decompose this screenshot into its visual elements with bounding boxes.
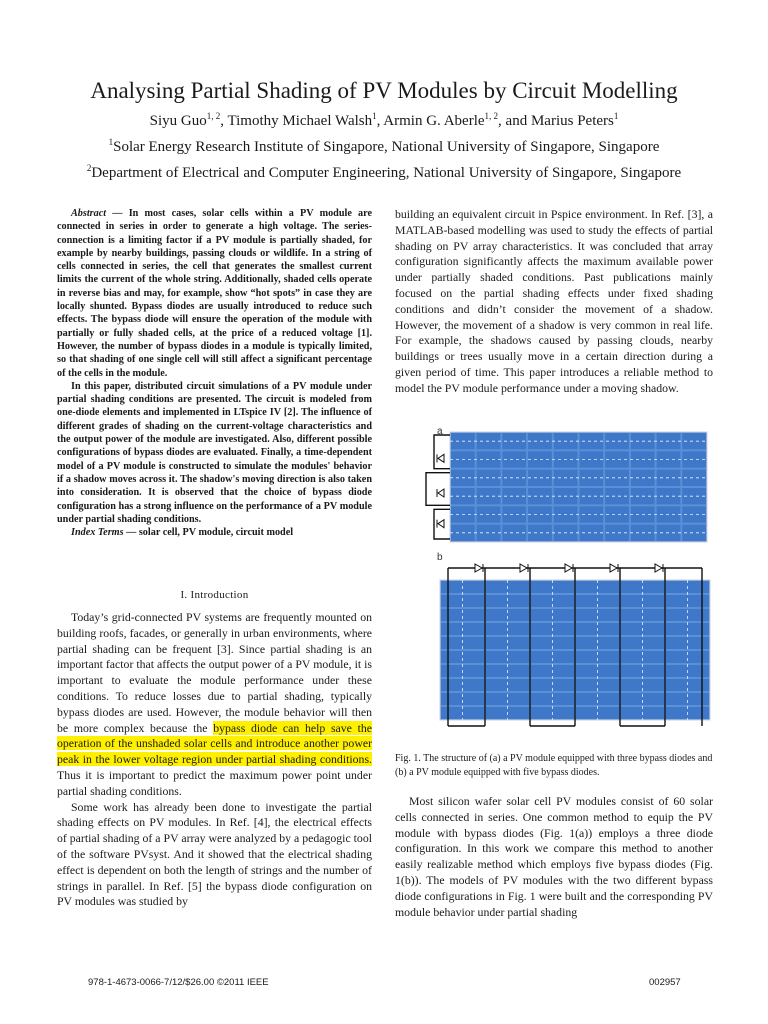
abstract-label: Abstract — [71, 208, 107, 219]
body-paragraph: building an equivalent circuit in Pspice environment. In Ref. [3], a MATLAB-based modelling was used to study the effects of partial shading on PV array characteristics. It was concluded that array configuration significantly affects the maximum available power under partially shaded conditions. Past publications mainly focused on the partial shading effects under fixed shading conditions and didn’t consider the movement of a shadow. However, the movement of a shadow is very common in real life. For example, the shadows caused by passing clouds, nearby buildings or trees usually move in a certain direction during a given period of time. This paper introduces a reliable method to model the PV module performance under a moving shadow. — [395, 207, 713, 395]
diode-symbol — [610, 564, 617, 572]
abstract-paragraph — [57, 207, 372, 380]
footer-page-number: 002957 — [649, 977, 681, 988]
author-name: Siyu Guo — [149, 113, 207, 129]
affiliation — [0, 163, 768, 182]
affiliation-marker: 2 — [86, 163, 92, 173]
figure-label-b: b — [437, 552, 443, 563]
diode-symbol — [655, 564, 662, 572]
paragraph-text: Today’s grid-connected PV systems are frequently mounted on building roofs, facades, or generally in urban environments, where partial shading can be frequent [3]. Since partial shading is an important factor that affects the output power of a PV module, it is important to evaluate the module performance under these conditions. To reduce losses due to partial shading, typically bypass diodes are used. However, the module behavior will then be more complex because the — [57, 610, 372, 735]
affiliation — [0, 137, 768, 156]
affiliation-text: Solar Energy Research Institute of Singapore, National University of Singapore, Singapore — [113, 139, 660, 155]
paragraph-text: Thus it is important to predict the maximum power point under partial shading conditions. — [57, 767, 372, 798]
author-affiliation-marker: 1, 2 — [206, 111, 221, 121]
body-paragraph — [57, 610, 372, 800]
footer-copyright: 978-1-4673-0066-7/12/$26.00 ©2011 IEEE — [88, 977, 269, 988]
index-terms-text: — solar cell, PV module, circuit model — [123, 527, 294, 539]
pv-module-figure — [395, 420, 720, 730]
author-separator: , — [376, 113, 384, 129]
abstract-paragraph: In this paper, distributed circuit simulations of a PV module under partial shading conditions are presented. The circuit is modeled from one-diode elements and implemented in LTspice IV [2]. The influence of different grades of shading on the current-voltage characteristics and the output power of the module are investigated. Also, different possible configurations of bypass diodes are evaluated. Finally, a time-dependent model of a PV module is constructed to simulate the modules' behavior if a shadow moves across it. The shadow's moving direction is also taken into consideration. It is observed that the choice of bypass diode configuration has a strong influence on the performance of a PV module under partial shading conditions. — [57, 380, 372, 525]
diode-symbol — [475, 564, 482, 572]
pv-module-five-diodes — [440, 564, 710, 726]
author-affiliation-marker: 1, 2 — [484, 111, 499, 121]
author-name: Armin G. Aberle — [383, 113, 485, 129]
body-paragraph: Some work has already been done to investigate the partial shading effects on PV modules. In Ref. [4], the electrical effects of partial shading of a PV array were analyzed by a pedagogic tool of the software PVsyst. And it showed that the electrical shading effect is dependent on both the length of strings and the number of strings in parallel. In Ref. [5] the bypass diode configuration on PV modules was studied by — [57, 799, 372, 909]
bypass-wiring — [426, 435, 450, 539]
diode-symbol — [438, 454, 444, 462]
index-terms — [57, 526, 372, 539]
figure-label-a: a — [437, 426, 443, 437]
highlighted-text: bypass diode can help save the operation of the unshaded solar cells and introduce another power peak in the lower voltage region under partial shading conditions. — [57, 720, 373, 767]
right-column-text — [395, 207, 713, 397]
author-list — [0, 111, 768, 130]
pv-module-three-diodes — [426, 432, 707, 542]
index-terms-label: Index Terms — [71, 527, 124, 539]
author-separator: , — [220, 113, 228, 129]
diode-symbol — [520, 564, 527, 572]
diode-symbol — [565, 564, 572, 572]
figure-caption: Fig. 1. The structure of (a) a PV module equipped with three bypass diodes and (b) a PV module equipped with five bypass diodes. — [395, 753, 713, 778]
paper-title: Analysing Partial Shading of PV Modules by Circuit Modelling — [90, 78, 678, 103]
diode-symbol — [438, 489, 444, 497]
body-paragraph: Most silicon wafer solar cell PV modules consist of 60 solar cells connected in series. One common method to equip the PV module with bypass diodes (Fig. 1(a)) employs a three diode configuration. In this work we compare this method to another easily realizable method which employs five bypass diodes (Fig. 1(b)). The models of PV modules with the two different bypass diode configurations in Fig. 1 were built and the corresponding PV module behavior under partial shading — [395, 794, 713, 919]
author-name: Timothy Michael Walsh — [227, 113, 373, 129]
author-affiliation-marker: 1 — [372, 111, 377, 121]
abstract-text: In most cases, solar cells within a PV module are connected in series in order to generate a high voltage. The series-connection is a limiting factor if a PV module is partially shaded, for example by nearby buildings, passing clouds or wildlife. In a string of cells connected in series, the cell that generates the smallest current limits the current of the whole string. Additionally, shaded cells operate in reverse bias and may, for example, show “hot spots” in case they are locally shunted. Bypass diodes are usually introduced to reduce such effects. The bypass diode will ensure the operation of the module with partially or fully shaded cells, at the price of a reduced voltage [1]. However, the number of bypass diodes in a module is typically limited, so that shading of one single cell will still affect a significant percentage of the cells in the module. — [57, 208, 373, 379]
affiliation-text: Department of Electrical and Computer Engineering, National University of Singapore, Singapore — [91, 165, 682, 181]
section-heading: I. Introduction — [180, 589, 249, 601]
author-name: Marius Peters — [530, 113, 614, 129]
abstract-dash: — — [106, 208, 129, 219]
abstract-section — [57, 207, 372, 539]
introduction-section — [57, 610, 372, 910]
right-column-text-bottom — [395, 794, 713, 920]
wire — [434, 435, 450, 469]
affiliation-marker: 1 — [108, 137, 114, 147]
author-separator: , and — [498, 113, 531, 129]
author-affiliation-marker: 1 — [613, 111, 619, 121]
diode-symbol — [438, 520, 444, 528]
wire — [426, 473, 450, 506]
